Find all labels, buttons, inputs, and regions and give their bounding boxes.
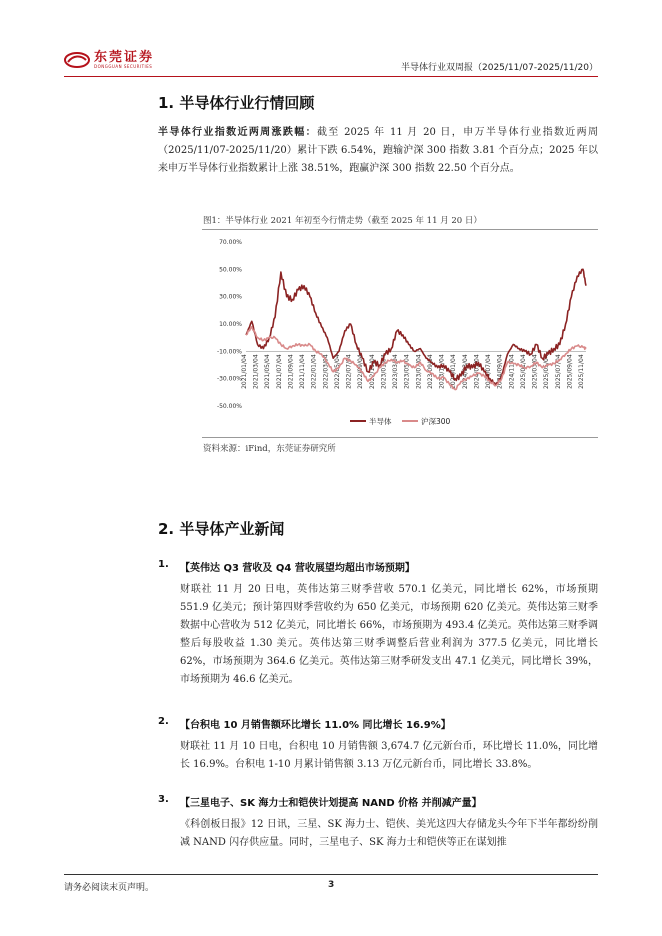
x-tick-label: 2023/09/04 — [426, 354, 434, 389]
footer-disclaimer: 请务必阅读末页声明。 — [64, 883, 155, 893]
legend-label: 半导体 — [369, 417, 392, 426]
x-tick-label: 2021/01/04 — [241, 354, 248, 389]
x-tick-label: 2022/03/04 — [322, 354, 330, 389]
y-tick-label: 70.00% — [219, 239, 242, 246]
figure-source: 资料来源：iFind，东莞证券研究所 — [203, 444, 336, 454]
x-tick-label: 2025/05/04 — [543, 354, 551, 389]
news-1-number: 1. — [158, 559, 169, 570]
section-2-title: 2. 半导体产业新闻 — [158, 520, 285, 538]
x-tick-label: 2023/01/04 — [380, 354, 388, 389]
figure-caption: 图1：半导体行业 2021 年初至今行情走势（截至 2025 年 11 月 20 日） — [203, 216, 482, 226]
news-3-headline: 【三星电子、SK 海力士和铠侠计划提高 NAND 价格 并削减产量】 — [180, 798, 482, 809]
legend-label: 沪深300 — [421, 417, 451, 426]
footer-divider — [64, 874, 598, 875]
x-tick-label: 2024/09/04 — [496, 354, 504, 389]
y-tick-label: 30.00% — [219, 293, 242, 301]
figure-bottom-rule — [202, 437, 598, 438]
chart-legend — [350, 416, 451, 426]
x-tick-label: 2024/07/04 — [485, 354, 493, 389]
x-tick-label: 2025/07/04 — [554, 354, 562, 389]
logo-mark-icon — [64, 51, 90, 69]
y-tick-label: -50.00% — [216, 403, 242, 410]
y-tick-label: -30.00% — [216, 375, 242, 383]
logo-english-name: DONGGUAN SECURITIES — [94, 64, 153, 69]
x-tick-label: 2021/07/04 — [275, 354, 283, 389]
news-1-body: 财联社 11 月 20 日电，英伟达第三财季营收 570.1 亿美元，同比增长 62%，市场预期 551.9 亿美元；预计第四财季营收约为 650 亿美元，市场预期 620 亿美元。英伟达第三财季数据中心营收为 512 亿美元，同比增长 66%，市场预期为 493.4 亿美元。英伟达第三财季调整后每股收益 1.30 美元。英伟达第三财季调整后营业利润为 377.5 亿美元，同比增长 62%，市场预期为 364.6 亿美元。英伟达第三财季研发支出 47.1 亿美元，同比增长 39%，市场预期为 46.6 亿美元。 — [180, 584, 598, 685]
news-2-number: 2. — [158, 716, 169, 727]
news-2-body: 财联社 11 月 10 日电，台积电 10 月销售额 3,674.7 亿元新台币，环比增长 11.0%，同比增长 16.9%。台积电 1-10 月累计销售额 3.13 万亿元新台币，同比增长 33.8%。 — [180, 741, 598, 770]
header-divider — [64, 76, 598, 77]
section-1-lead: 半导体行业指数近两周涨跌幅： — [158, 127, 317, 138]
x-tick-label: 2021/03/04 — [252, 354, 260, 389]
page-number: 3 — [328, 880, 335, 890]
x-tick-label: 2025/03/04 — [531, 354, 539, 389]
news-3-number: 3. — [158, 794, 169, 805]
y-tick-label: 10.00% — [219, 321, 242, 328]
news-2-headline: 【台积电 10 月销售额环比增长 11.0% 同比增长 16.9%】 — [180, 720, 451, 731]
y-tick-label: -10.00% — [216, 348, 242, 356]
logo-chinese-name: 东莞证券 — [94, 50, 155, 65]
figure-top-rule — [202, 229, 598, 230]
x-tick-label: 2022/05/04 — [333, 354, 341, 389]
x-tick-label: 2025/11/04 — [578, 354, 586, 389]
x-tick-label: 2022/07/04 — [345, 354, 353, 389]
x-tick-label: 2024/01/04 — [450, 354, 458, 389]
x-tick-label: 2023/05/04 — [403, 354, 411, 389]
company-logo — [64, 50, 154, 70]
x-tick-label: 2022/09/04 — [357, 354, 365, 389]
x-tick-label: 2021/09/04 — [287, 354, 295, 389]
x-tick-label: 2025/01/04 — [519, 354, 527, 389]
x-tick-label: 2023/03/04 — [392, 354, 400, 389]
report-title: 半导体行业双周报（2025/11/07-2025/11/20） — [401, 63, 598, 73]
y-tick-label: 50.00% — [219, 266, 242, 274]
x-tick-label: 2023/11/04 — [438, 354, 446, 389]
x-tick-label: 2024/11/04 — [508, 354, 516, 389]
x-tick-label: 2024/05/04 — [473, 354, 481, 389]
x-tick-label: 2023/07/04 — [415, 354, 423, 389]
x-tick-label: 2022/01/04 — [310, 354, 318, 389]
x-tick-label: 2025/09/04 — [566, 354, 574, 389]
x-tick-label: 2024/03/04 — [461, 354, 469, 389]
section-1-body: 截至 2025 年 11 月 20 日，申万半导体行业指数近两周（2025/11/07-2025/11/20）累计下跌 6.54%，跑输沪深 300 指数 3.81 个百分点；2025 年以来申万半导体行业指数累计上涨 38.51%，跑赢沪深 300 指数 22.50 个百分点。 — [158, 127, 598, 174]
news-3-body: 《科创板日报》12 日讯，三星、SK 海力士、铠侠、美光这四大存储龙头今年下半年都纷纷削减 NAND 闪存供应量。同时，三星电子、SK 海力士和铠侠等正在谋划推 — [180, 819, 598, 848]
section-1-paragraph — [158, 124, 598, 178]
news-1-headline: 【英伟达 Q3 营收及 Q4 营收展望均超出市场预期】 — [180, 563, 415, 574]
section-1-title: 1. 半导体行业行情回顾 — [158, 94, 315, 112]
semiconductor-chart — [202, 232, 598, 432]
x-tick-label: 2021/11/04 — [299, 354, 307, 389]
x-tick-label: 2021/05/04 — [264, 354, 272, 389]
x-tick-label: 2022/11/04 — [368, 354, 376, 389]
